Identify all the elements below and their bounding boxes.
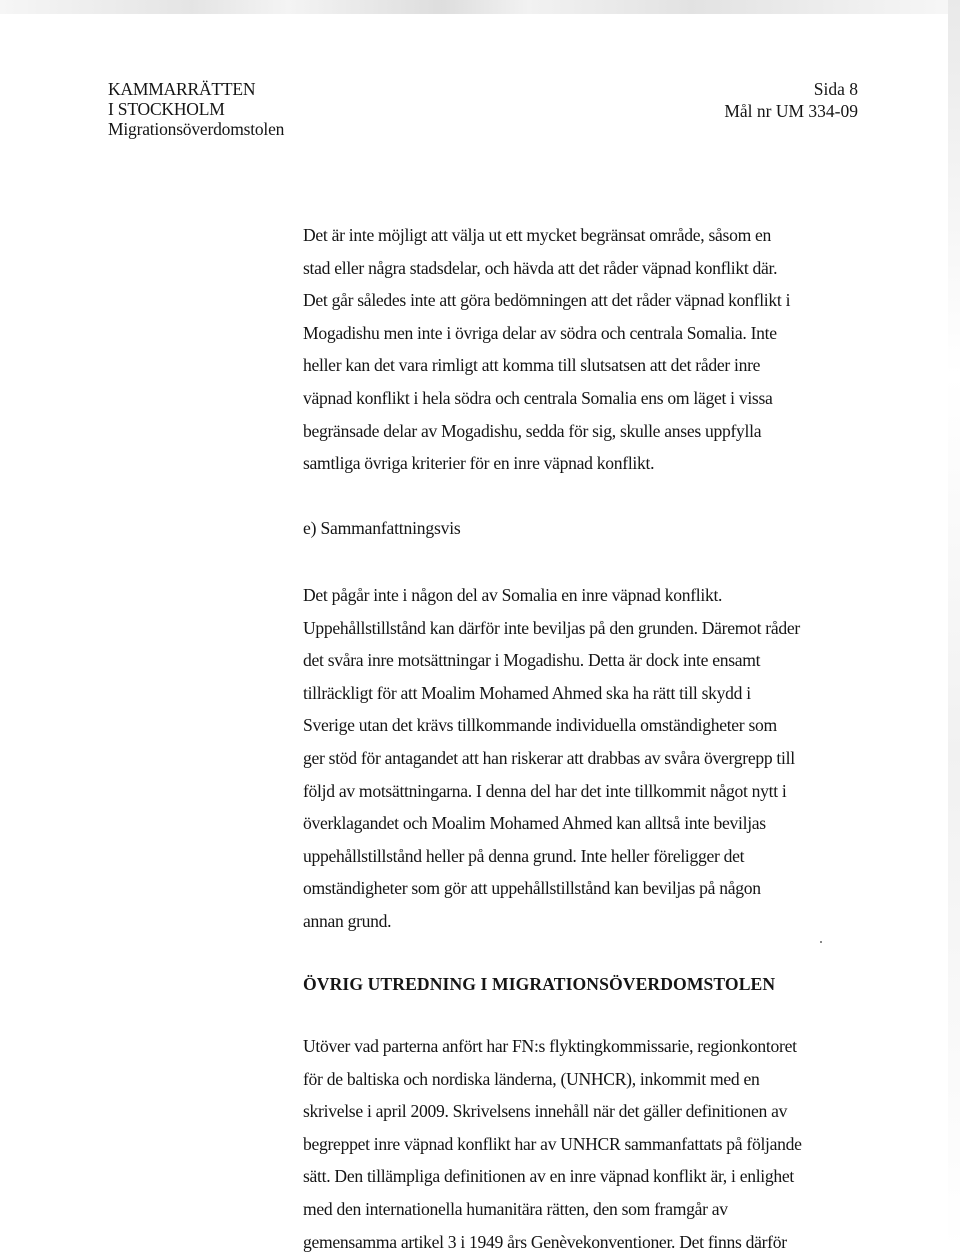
- text-line: Mogadishu men inte i övriga delar av södra och centrala Somalia. Inte: [303, 322, 777, 343]
- subheading-summary: e) Sammanfattningsvis: [303, 518, 461, 538]
- text-line: heller kan det vara rimligt att komma till slutsatsen att det råder inre: [303, 355, 761, 376]
- text-line: omständigheter som gör att uppehållstillstånd kan beviljas på någon: [303, 878, 761, 899]
- paragraph-summary: [303, 579, 863, 938]
- scan-edge-right: [948, 0, 960, 1251]
- paragraph-territory: [303, 219, 863, 480]
- paragraph-unhcr: [303, 1030, 863, 1258]
- text-line: gemensamma artikel 3 i 1949 års Genèvekonventioner. Det finns därför: [303, 1231, 787, 1252]
- text-line: för de baltiska och nordiska länderna, (UNHCR), inkommit med en: [303, 1068, 760, 1089]
- scan-edge-top: [0, 0, 960, 14]
- text-line: med den internationella humanitära rätten, den som framgår av: [303, 1198, 728, 1219]
- text-line: skrivelse i april 2009. Skrivelsens innehåll när det gäller definitionen av: [303, 1101, 788, 1122]
- text-line: begreppet inre väpnad konflikt har av UNHCR sammanfattats på följande: [303, 1133, 802, 1154]
- text-line: Det går således inte att göra bedömningen att det råder väpnad konflikt i: [303, 290, 791, 311]
- court-division: Migrationsöverdomstolen: [108, 119, 285, 139]
- text-line: Utöver vad parterna anfört har FN:s flyktingkommissarie, regionkontoret: [303, 1036, 797, 1056]
- text-line: ger stöd för antagandet att han riskerar att drabbas av svåra övergrepp till: [303, 747, 795, 768]
- text-line: Uppehållstillstånd kan därför inte beviljas på den grunden. Däremot råder: [303, 617, 800, 638]
- case-header: [724, 79, 858, 121]
- case-number: Mål nr UM 334-09: [724, 101, 858, 121]
- text-line: det svåra inre motsättningar i Mogadishu. Detta är dock inte ensamt: [303, 650, 761, 671]
- text-line: Det är inte möjligt att välja ut ett mycket begränsat område, såsom en: [303, 225, 772, 245]
- text-line: samtliga övriga kriterier för en inre väpnad konflikt.: [303, 453, 655, 474]
- text-line: uppehållstillstånd heller på denna grund. Inte heller föreligger det: [303, 845, 745, 866]
- text-line: begränsade delar av Mogadishu, sedda för sig, skulle anses uppfylla: [303, 420, 762, 441]
- text-line: sätt. Den tillämpliga definitionen av en inre väpnad konflikt är, i enlighet: [303, 1166, 794, 1187]
- page-number: Sida 8: [813, 79, 858, 99]
- text-line: väpnad konflikt i hela södra och centrala Somalia ens om läget i vissa: [303, 387, 773, 408]
- court-name: KAMMARRÄTTEN: [108, 79, 256, 99]
- court-header: [108, 79, 284, 139]
- text-line: Sverige utan det krävs tillkommande individuella omständigheter som: [303, 715, 777, 736]
- section-heading: ÖVRIG UTREDNING I MIGRATIONSÖVERDOMSTOLEN: [303, 974, 776, 994]
- scan-speck: [820, 941, 822, 943]
- text-line: annan grund.: [303, 910, 392, 931]
- text-line: överklagandet och Moalim Mohamed Ahmed kan alltså inte beviljas: [303, 813, 766, 834]
- text-line: tillräckligt för att Moalim Mohamed Ahmed ska ha rätt till skydd i: [303, 682, 751, 703]
- text-line: följd av motsättningarna. I denna del har det inte tillkommit något nytt i: [303, 780, 787, 801]
- court-city: I STOCKHOLM: [108, 99, 225, 119]
- text-line: Det pågår inte i någon del av Somalia en inre väpnad konflikt.: [303, 585, 723, 605]
- text-line: stad eller några stadsdelar, och hävda att det råder väpnad konflikt där.: [303, 257, 778, 278]
